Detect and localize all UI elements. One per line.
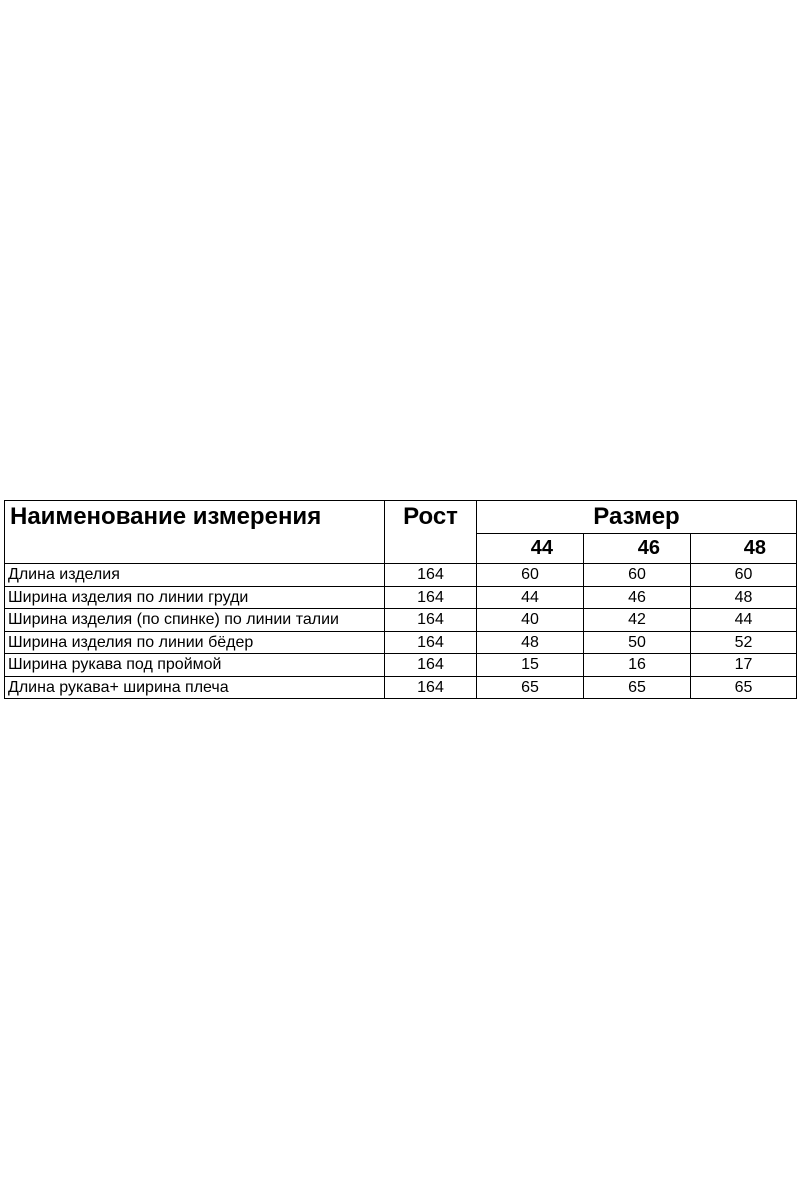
measurement-label: Длина рукава+ ширина плеча <box>5 676 385 699</box>
size-value: 44 <box>477 586 584 609</box>
table-row <box>5 676 797 699</box>
table-row <box>5 654 797 677</box>
height-value: 164 <box>385 631 477 654</box>
height-value: 164 <box>385 654 477 677</box>
height-value: 164 <box>385 676 477 699</box>
size-column-header: 48 <box>691 534 797 564</box>
table-row <box>5 631 797 654</box>
size-value: 60 <box>691 564 797 587</box>
table-row <box>5 564 797 587</box>
size-value: 65 <box>584 676 691 699</box>
height-value: 164 <box>385 586 477 609</box>
size-header: Размер <box>477 501 797 534</box>
size-value: 42 <box>584 609 691 632</box>
size-value: 48 <box>691 586 797 609</box>
size-value: 60 <box>584 564 691 587</box>
measurement-label: Ширина рукава под проймой <box>5 654 385 677</box>
size-value: 48 <box>477 631 584 654</box>
size-value: 50 <box>584 631 691 654</box>
height-value: 164 <box>385 564 477 587</box>
table-row <box>5 609 797 632</box>
size-value: 44 <box>691 609 797 632</box>
size-value: 65 <box>477 676 584 699</box>
size-value: 46 <box>584 586 691 609</box>
size-value: 16 <box>584 654 691 677</box>
measurement-label: Ширина изделия по линии груди <box>5 586 385 609</box>
size-value: 17 <box>691 654 797 677</box>
measurement-label: Длина изделия <box>5 564 385 587</box>
measurement-label: Ширина изделия (по спинке) по линии талии <box>5 609 385 632</box>
height-header: Рост <box>385 501 477 564</box>
table-row <box>5 586 797 609</box>
size-chart-table <box>4 500 797 699</box>
header-row <box>5 501 797 534</box>
height-value: 164 <box>385 609 477 632</box>
size-value: 52 <box>691 631 797 654</box>
size-value: 40 <box>477 609 584 632</box>
size-column-header: 46 <box>584 534 691 564</box>
size-value: 15 <box>477 654 584 677</box>
size-column-header: 44 <box>477 534 584 564</box>
measurement-name-header: Наименование измерения <box>5 501 385 564</box>
size-value: 65 <box>691 676 797 699</box>
size-value: 60 <box>477 564 584 587</box>
measurement-label: Ширина изделия по линии бёдер <box>5 631 385 654</box>
